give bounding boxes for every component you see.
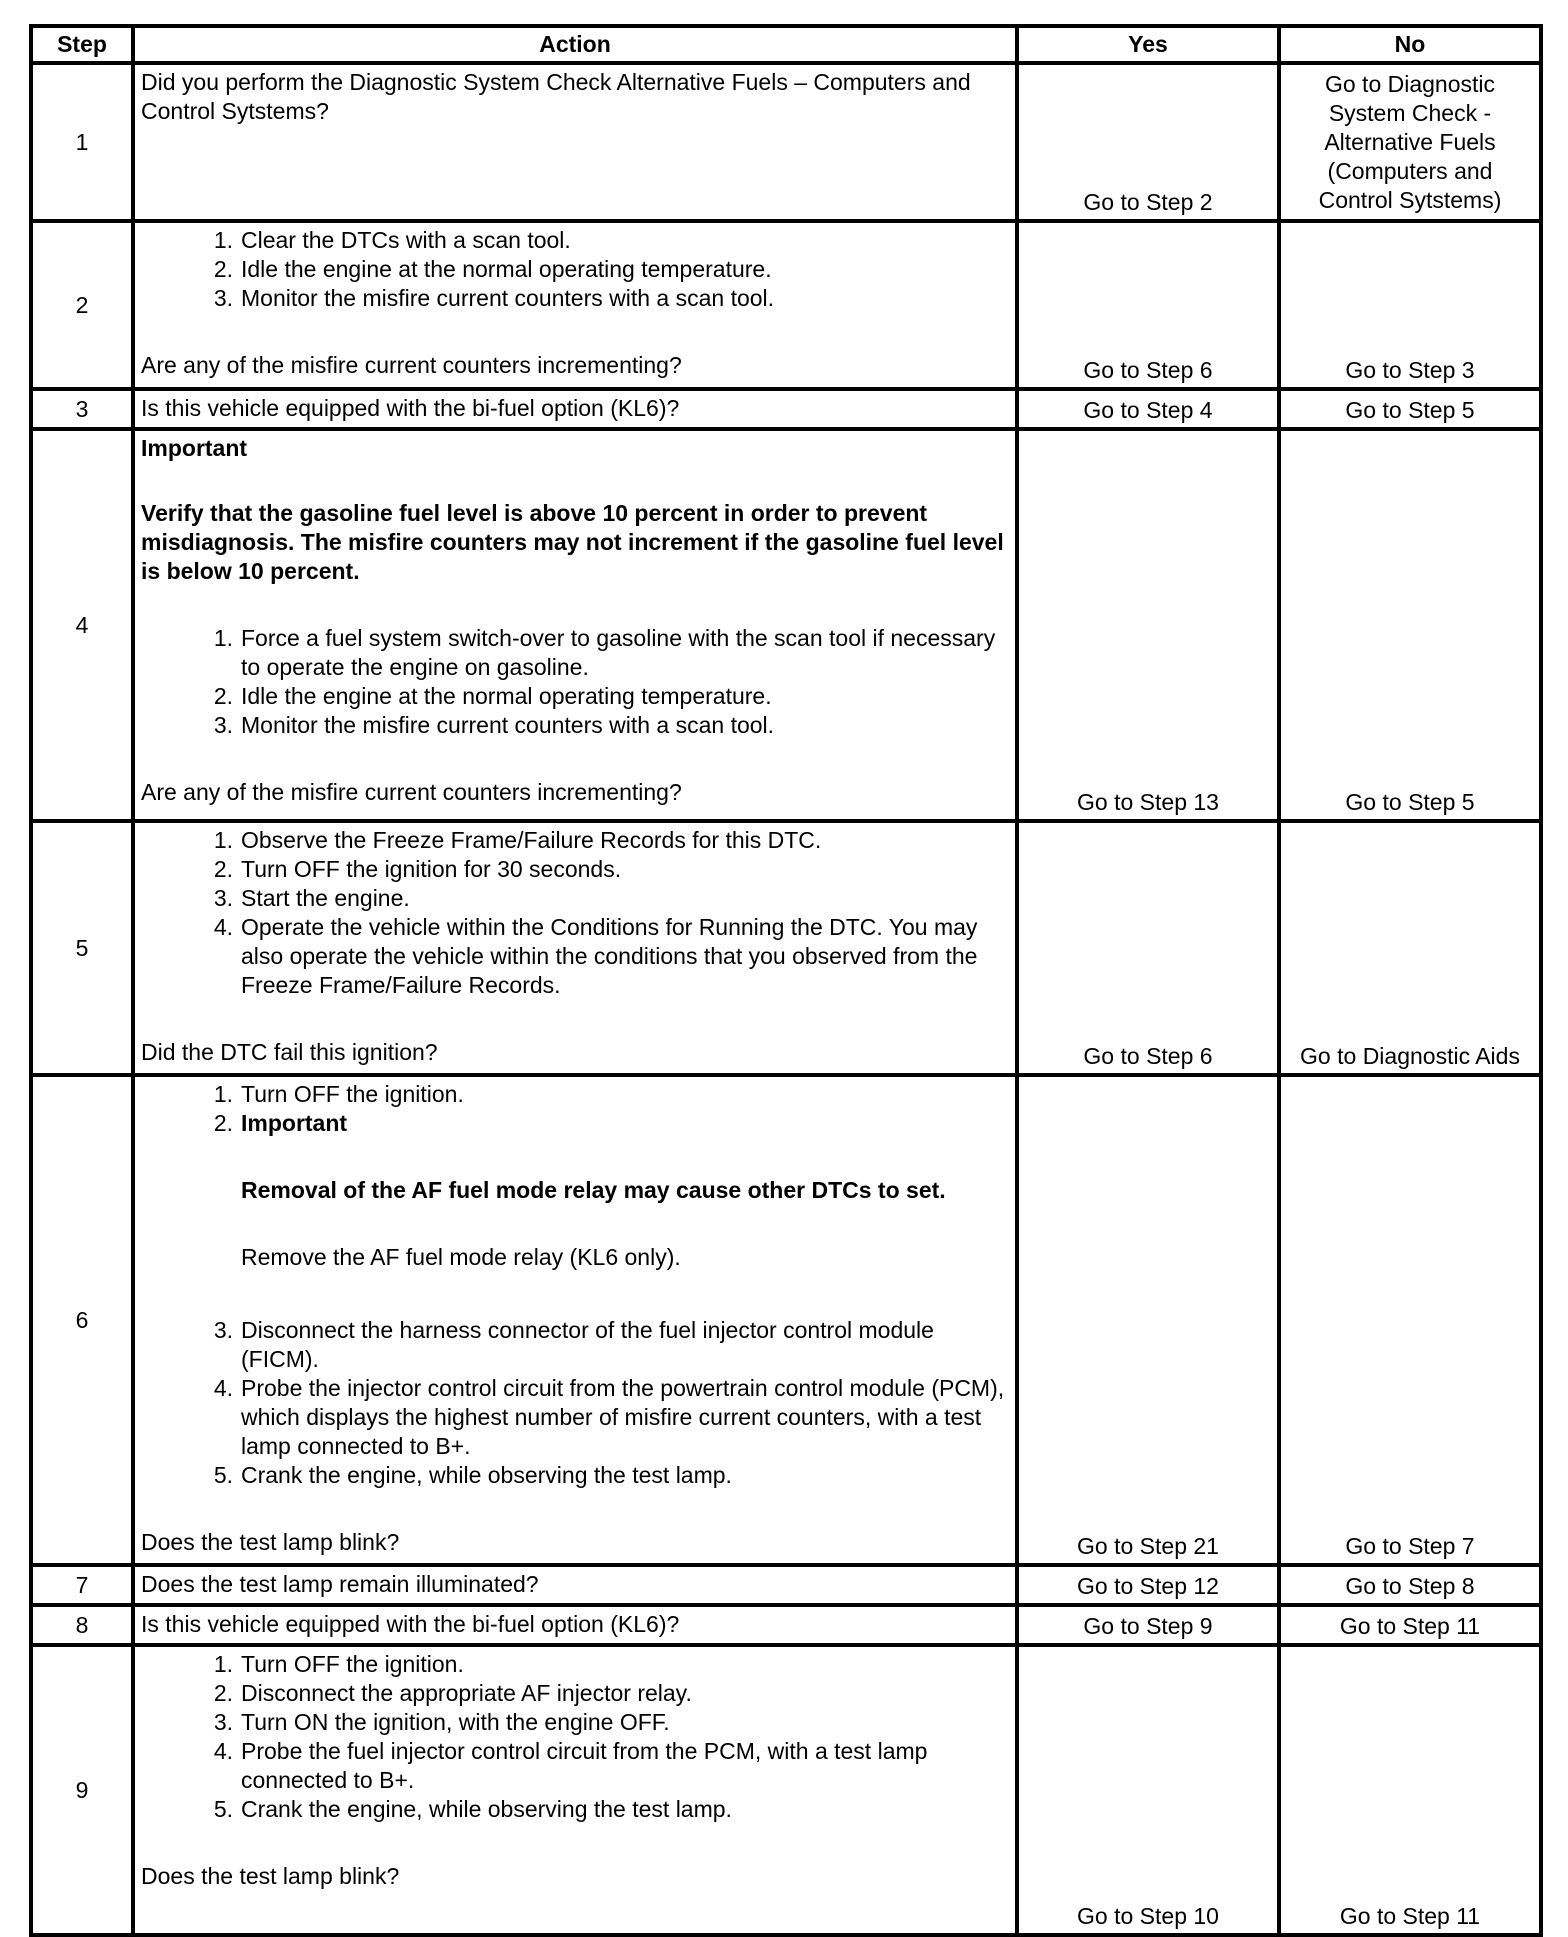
step-number: 3 [31, 389, 133, 429]
no-cell: Go to Diagnostic System Check - Alternative Fuels (Computers and Control Sytstems) [1279, 63, 1541, 221]
step-number: 6 [31, 1075, 133, 1565]
question: Does the test lamp blink? [141, 1529, 400, 1555]
step-list [141, 226, 1009, 313]
list-item: 2. Important [213, 1110, 348, 1136]
step-number: 1 [31, 63, 133, 221]
header-action: Action [133, 26, 1017, 63]
list-item: 1. Turn OFF the ignition. [213, 1081, 464, 1107]
question: Is this vehicle equipped with the bi-fuel option (KL6)? [141, 395, 680, 421]
list-item: 2. Idle the engine at the normal operating temperature. [213, 683, 772, 709]
action-cell [133, 1565, 1017, 1605]
no-cell: Go to Step 7 [1279, 1075, 1541, 1565]
list-item: 4. Probe the injector control circuit from the powertrain control module (PCM), which displays the highest number of misfire current counters, with a test lamp connected to B+. [213, 1375, 1005, 1459]
no-cell: Go to Step 5 [1279, 389, 1541, 429]
action-cell [133, 221, 1017, 389]
step-number: 8 [31, 1605, 133, 1645]
no-cell: Go to Step 5 [1279, 429, 1541, 821]
header-step: Step [31, 26, 133, 63]
list-item: 1. Observe the Freeze Frame/Failure Records for this DTC. [213, 827, 822, 853]
list-item: 2. Disconnect the appropriate AF injector relay. [213, 1680, 692, 1706]
table-row [31, 1075, 1541, 1565]
yes-cell: Go to Step 10 [1017, 1645, 1279, 1935]
step-number: 7 [31, 1565, 133, 1605]
header-row [31, 26, 1541, 63]
important-text: Removal of the AF fuel mode relay may cause other DTCs to set. [241, 1177, 946, 1203]
step-list [141, 1080, 1015, 1138]
step-list [141, 624, 1009, 740]
yes-cell: Go to Step 12 [1017, 1565, 1279, 1605]
important-label: Important [141, 435, 248, 461]
list-item: 3. Start the engine. [213, 885, 410, 911]
list-item-text: Remove the AF fuel mode relay (KL6 only). [241, 1244, 681, 1270]
list-item: 3. Turn ON the ignition, with the engine OFF. [213, 1709, 670, 1735]
action-cell [133, 1075, 1017, 1565]
question: Are any of the misfire current counters incrementing? [141, 352, 682, 378]
action-cell [133, 1605, 1017, 1645]
table-row [31, 389, 1541, 429]
list-item: 2. Turn OFF the ignition for 30 seconds. [213, 856, 622, 882]
important-text: Verify that the gasoline fuel level is above 10 percent in order to prevent misdiagnosis. The misfire counters may not increment if the gasoline fuel level is below 10 percent. [141, 500, 1004, 584]
question: Is this vehicle equipped with the bi-fuel option (KL6)? [141, 1611, 680, 1637]
table-row [31, 1565, 1541, 1605]
yes-cell: Go to Step 21 [1017, 1075, 1279, 1565]
list-item: 4. Probe the fuel injector control circuit from the PCM, with a test lamp connected to B+. [213, 1738, 928, 1793]
header-no: No [1279, 26, 1541, 63]
list-item: 3. Monitor the misfire current counters with a scan tool. [213, 712, 775, 738]
yes-cell: Go to Step 4 [1017, 389, 1279, 429]
list-item: 5. Crank the engine, while observing the test lamp. [213, 1462, 732, 1488]
no-cell: Go to Step 11 [1279, 1645, 1541, 1935]
action-cell [133, 1645, 1017, 1935]
step-number: 4 [31, 429, 133, 821]
step-list [141, 1316, 1015, 1490]
question: Did you perform the Diagnostic System Check Alternative Fuels – Computers and Control Sytstems? [141, 69, 971, 124]
action-cell [133, 429, 1017, 821]
yes-cell: Go to Step 6 [1017, 221, 1279, 389]
table-row [31, 1605, 1541, 1645]
question: Are any of the misfire current counters incrementing? [141, 779, 682, 805]
action-cell [133, 389, 1017, 429]
question: Does the test lamp blink? [141, 1863, 400, 1889]
no-cell: Go to Step 3 [1279, 221, 1541, 389]
table-row [31, 821, 1541, 1075]
list-item: 5. Crank the engine, while observing the test lamp. [213, 1796, 732, 1822]
list-item: 1. Force a fuel system switch-over to gasoline with the scan tool if necessary to operate the engine on gasoline. [213, 625, 996, 680]
yes-cell: Go to Step 2 [1017, 63, 1279, 221]
list-item: 1. Turn OFF the ignition. [213, 1651, 464, 1677]
list-item: 4. Operate the vehicle within the Conditions for Running the DTC. You may also operate the vehicle within the conditions that you observed from the Freeze Frame/Failure Records. [213, 914, 978, 998]
yes-cell: Go to Step 6 [1017, 821, 1279, 1075]
table-row [31, 63, 1541, 221]
action-cell [133, 63, 1017, 221]
yes-cell: Go to Step 13 [1017, 429, 1279, 821]
no-cell: Go to Diagnostic Aids [1279, 821, 1541, 1075]
step-list [141, 826, 1009, 1000]
question: Does the test lamp remain illuminated? [141, 1571, 539, 1597]
header-yes: Yes [1017, 26, 1279, 63]
action-cell [133, 821, 1017, 1075]
table-row [31, 221, 1541, 389]
no-cell: Go to Step 8 [1279, 1565, 1541, 1605]
step-number: 9 [31, 1645, 133, 1935]
no-cell: Go to Step 11 [1279, 1605, 1541, 1645]
list-item: 3. Disconnect the harness connector of the fuel injector control module (FICM). [213, 1317, 934, 1372]
table-row [31, 429, 1541, 821]
yes-cell: Go to Step 9 [1017, 1605, 1279, 1645]
step-list [141, 1650, 1009, 1824]
table-row [31, 1645, 1541, 1935]
question: Did the DTC fail this ignition? [141, 1039, 438, 1065]
diagnostic-table [29, 24, 1543, 1937]
list-item: 2. Idle the engine at the normal operating temperature. [213, 256, 772, 282]
step-number: 2 [31, 221, 133, 389]
list-item: 3. Monitor the misfire current counters with a scan tool. [213, 285, 775, 311]
list-item: 1. Clear the DTCs with a scan tool. [213, 227, 571, 253]
step-number: 5 [31, 821, 133, 1075]
diagnostic-table-container [29, 24, 1539, 1937]
